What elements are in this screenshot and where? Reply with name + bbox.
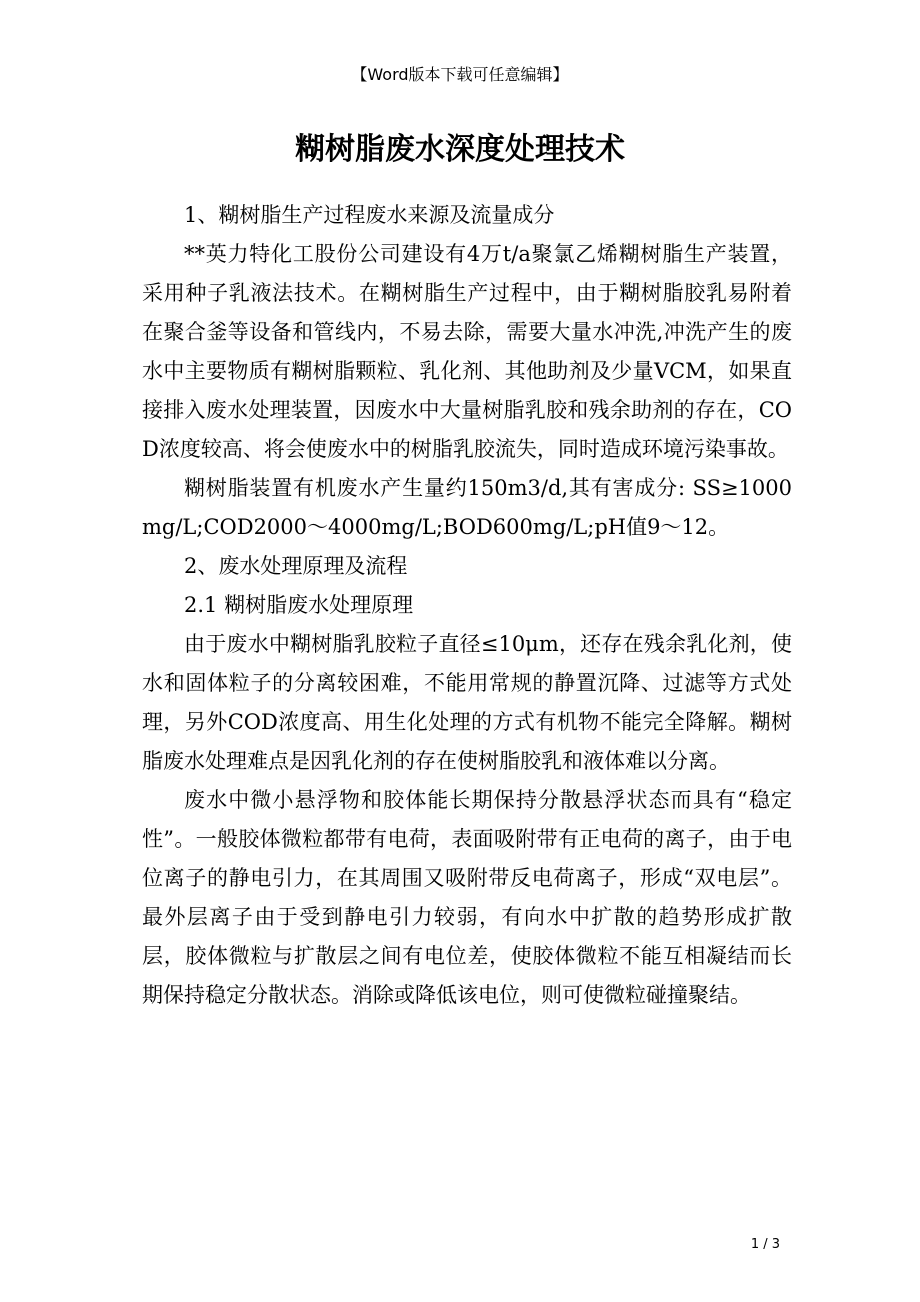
section-heading-1: 1、糊树脂生产过程废水来源及流量成分 bbox=[184, 203, 555, 227]
document-title: 糊树脂废水深度处理技术 bbox=[295, 132, 625, 167]
paragraph-colloid-stability: 废水中微小悬浮物和胶体能长期保持分散悬浮状态而具有“稳定性”。一般胶体微粒都带有电荷，表面吸附带有正电荷的离子，由于电位离子的静电引力，在其周围又吸附带反电荷离子，形成“双电层”。最外层离子由于受到静电引力较弱，有向水中扩散的趋势形成扩散层，胶体微粒与扩散层之间有电位差，使胶体微粒不能互相凝结而长期保持稳定分散状态。消除或降低该电位，则可使微粒碰撞聚结。 bbox=[142, 788, 792, 1007]
paragraph-company-intro: **英力特化工股份公司建设有4万t/a聚氯乙烯糊树脂生产装置，采用种子乳液法技术。在糊树脂生产过程中，由于糊树脂胶乳易附着在聚合釜等设备和管线内，不易去除，需要大量水冲洗,冲洗产生的废水中主要物质有糊树脂颗粒、乳化剂、其他助剂及少量VCM，如果直接排入废水处理装置，因废水中大量树脂乳胶和残余助剂的存在，COD浓度较高、将会使废水中的树脂乳胶流失，同时造成环境污染事故。 bbox=[142, 242, 792, 461]
paragraph-treatment-difficulty: 由于废水中糊树脂乳胶粒子直径≤10μm，还存在残余乳化剂，使水和固体粒子的分离较困难，不能用常规的静置沉降、过滤等方式处理，另外COD浓度高、用生化处理的方式有机物不能完全降解。糊树脂废水处理难点是因乳化剂的存在使树脂胶乳和液体难以分离。 bbox=[142, 632, 792, 773]
section-heading-2: 2、废水处理原理及流程 bbox=[184, 554, 408, 578]
subsection-heading-2-1: 2.1 糊树脂废水处理原理 bbox=[184, 593, 414, 617]
header-note: 【Word版本下载可任意编辑】 bbox=[351, 65, 569, 84]
paragraph-wastewater-composition: 糊树脂装置有机废水产生量约150m3/d,其有害成分: SS≥1000mg/L;COD2000～4000mg/L;BOD600mg/L;pH值9～12。 bbox=[142, 476, 792, 539]
page-number: 1 / 3 bbox=[750, 1237, 780, 1252]
document-body bbox=[142, 196, 792, 1015]
